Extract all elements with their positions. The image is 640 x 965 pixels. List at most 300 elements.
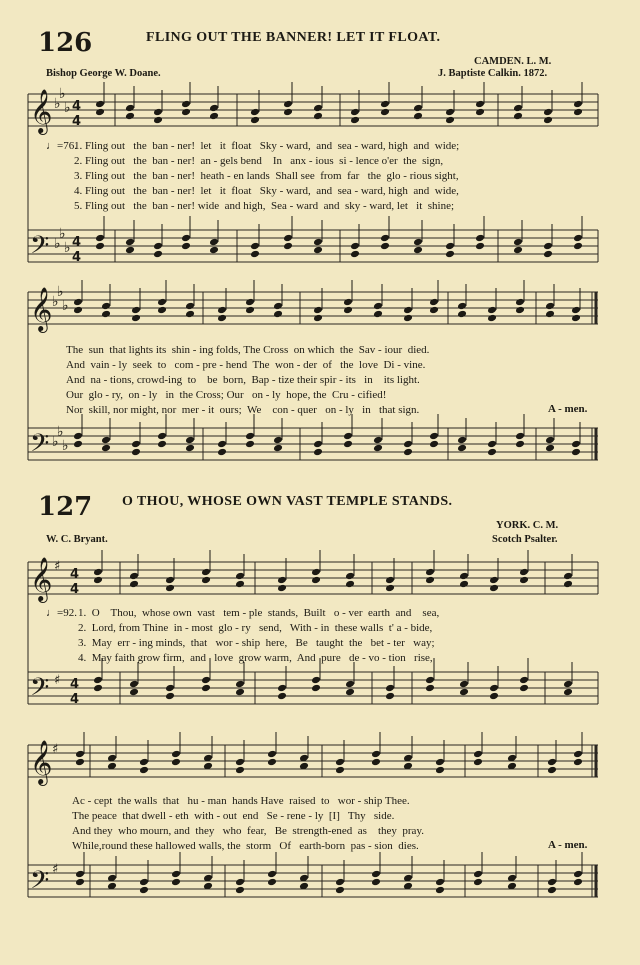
note-head	[245, 298, 255, 307]
note-head	[125, 246, 135, 255]
note-head	[435, 886, 445, 895]
svg-text:♯: ♯	[54, 673, 61, 688]
note-head	[129, 688, 139, 697]
note-head	[563, 580, 573, 589]
hymn-126-number: 126	[38, 28, 93, 58]
note-head	[345, 680, 355, 689]
note-head	[413, 238, 423, 247]
note-head	[101, 436, 111, 445]
note-head	[75, 870, 85, 879]
hymn-127-title: O THOU, WHOSE OWN VAST TEMPLE STANDS.	[122, 494, 453, 509]
note-head	[313, 440, 323, 449]
note-head	[139, 766, 149, 775]
svg-text:𝄢: 𝄢	[30, 866, 50, 901]
note-head	[547, 878, 557, 887]
note-head	[101, 302, 111, 311]
svg-text:4: 4	[70, 582, 80, 597]
note-head	[335, 878, 345, 887]
note-head	[543, 250, 553, 259]
note-head	[571, 306, 581, 315]
hymn-126-author: Bishop George W. Doane.	[46, 68, 161, 79]
note-head	[95, 108, 105, 117]
note-head	[165, 692, 175, 701]
svg-text:♭: ♭	[62, 298, 69, 314]
note-head	[487, 448, 497, 457]
note-head	[73, 298, 83, 307]
note-head	[93, 576, 103, 585]
note-head	[350, 116, 360, 125]
note-head	[267, 758, 277, 767]
note-head	[487, 314, 497, 323]
hymn-126-tune: CAMDEN. L. M.	[474, 56, 552, 67]
note-head	[573, 108, 583, 117]
note-head	[373, 436, 383, 445]
note-head	[157, 440, 167, 449]
svg-text:♭: ♭	[64, 240, 71, 256]
verse-line: 3. Fling out the ban - ner! heath - en lands Shall see from far the glo - rious sight,	[74, 170, 459, 182]
note-head	[547, 758, 557, 767]
verse-line: The sun that lights its shin - ing folds, The Cross on which the Sav - iour died.	[66, 344, 430, 356]
svg-text:4: 4	[72, 235, 82, 250]
verse-line: Nor skill, nor might, nor mer - it ours; We con - quer on - ly in that sign.	[66, 404, 420, 416]
note-head	[273, 310, 283, 319]
note-head	[435, 766, 445, 775]
note-head	[235, 680, 245, 689]
note-head	[235, 886, 245, 895]
note-head	[385, 584, 395, 593]
note-head	[413, 246, 423, 255]
svg-text:𝄢: 𝄢	[30, 673, 50, 708]
note-head	[95, 234, 105, 243]
verse-line: While,round these hallowed walls, the storm Of earth-born pas - sion dies.	[72, 840, 419, 852]
note-head	[131, 440, 141, 449]
note-head	[429, 306, 439, 315]
note-head	[93, 676, 103, 685]
svg-text:♭: ♭	[54, 236, 61, 252]
hymn-127-verses-part1	[78, 606, 439, 666]
note-head	[515, 306, 525, 315]
note-head	[267, 878, 277, 887]
note-head	[101, 444, 111, 453]
note-head	[157, 306, 167, 315]
svg-text:♭: ♭	[57, 424, 64, 440]
note-head	[217, 306, 227, 315]
note-head	[350, 108, 360, 117]
note-head	[209, 104, 219, 113]
svg-text:4: 4	[72, 99, 82, 114]
note-head	[513, 112, 523, 121]
svg-text:4: 4	[70, 692, 80, 707]
note-head	[403, 440, 413, 449]
note-head	[545, 310, 555, 319]
note-head	[209, 246, 219, 255]
note-head	[235, 758, 245, 767]
note-head	[131, 306, 141, 315]
note-head	[217, 314, 227, 323]
note-head	[473, 878, 483, 887]
note-head	[425, 568, 435, 577]
note-head	[313, 314, 323, 323]
note-head	[201, 676, 211, 685]
note-head	[217, 448, 227, 457]
note-head	[129, 572, 139, 581]
svg-text:𝄞: 𝄞	[30, 287, 53, 331]
svg-text:♭: ♭	[57, 284, 64, 300]
note-head	[181, 108, 191, 117]
note-head	[165, 684, 175, 693]
note-head	[125, 104, 135, 113]
note-head	[475, 100, 485, 109]
note-head	[563, 688, 573, 697]
note-head	[543, 108, 553, 117]
note-head	[313, 246, 323, 255]
note-head	[350, 242, 360, 251]
verse-line: 4. Fling out the ban - ner! let it float Sky - ward, and sea - ward, high and wide,	[74, 185, 459, 197]
note-head	[185, 310, 195, 319]
verse-line: Our glo - ry, on - ly in the Cross; Our on - ly hope, the Cru - cified!	[66, 389, 387, 401]
verse-line: 2. Lord, from Thine in - most glo - ry send, With - in these walls t' a - bide,	[78, 622, 433, 634]
note-head	[459, 580, 469, 589]
note-head	[250, 108, 260, 117]
note-head	[385, 684, 395, 693]
note-head	[235, 580, 245, 589]
note-head	[571, 440, 581, 449]
note-head	[277, 576, 287, 585]
note-head	[343, 306, 353, 315]
note-head	[573, 870, 583, 879]
hymn-127-composer: Scotch Psalter.	[492, 534, 558, 545]
note-head	[413, 112, 423, 121]
note-head	[515, 298, 525, 307]
note-head	[139, 878, 149, 887]
note-head	[165, 576, 175, 585]
note-head	[153, 250, 163, 259]
note-head	[171, 750, 181, 759]
note-head	[277, 584, 287, 593]
note-head	[545, 436, 555, 445]
note-head	[345, 580, 355, 589]
svg-text:♯: ♯	[52, 862, 59, 877]
note-head	[385, 576, 395, 585]
note-head	[131, 314, 141, 323]
note-head	[519, 568, 529, 577]
verse-line: 4. May faith grow firm, and love grow warm, And pure de - vo - tion rise,	[78, 652, 433, 664]
note-head	[153, 108, 163, 117]
note-head	[371, 870, 381, 879]
note-head	[245, 306, 255, 315]
note-head	[313, 112, 323, 121]
note-head	[457, 302, 467, 311]
note-head	[403, 306, 413, 315]
note-head	[489, 576, 499, 585]
hymn-127-verses-part2	[72, 794, 424, 854]
svg-text:♭: ♭	[64, 100, 71, 116]
note-head	[473, 750, 483, 759]
note-head	[165, 584, 175, 593]
note-head	[545, 444, 555, 453]
note-head	[343, 440, 353, 449]
note-head	[267, 870, 277, 879]
note-head	[209, 112, 219, 121]
svg-text:𝄢: 𝄢	[30, 231, 50, 266]
note-head	[459, 680, 469, 689]
verse-line: 2. Fling out the ban - ner! an - gels bend In anx - ious si - lence o'er the sign,	[74, 155, 444, 167]
note-head	[573, 758, 583, 767]
note-head	[311, 684, 321, 693]
note-head	[335, 886, 345, 895]
note-head	[445, 108, 455, 117]
note-head	[545, 302, 555, 311]
note-head	[273, 302, 283, 311]
hymn-127-tune: YORK. C. M.	[496, 520, 559, 531]
note-head	[250, 116, 260, 125]
note-head	[313, 104, 323, 113]
verse-line: 5. Fling out the ban - ner! wide and high, Sea - ward and sky - ward, let it shine;	[74, 200, 455, 212]
note-head	[487, 440, 497, 449]
svg-text:♭: ♭	[59, 226, 66, 242]
note-head	[235, 688, 245, 697]
note-head	[250, 242, 260, 251]
note-head	[181, 242, 191, 251]
note-head	[513, 104, 523, 113]
note-head	[380, 234, 390, 243]
note-head	[125, 112, 135, 121]
note-head	[487, 306, 497, 315]
hymn-126-verses-part2	[66, 343, 429, 418]
note-head	[475, 234, 485, 243]
hymn-126-composer: J. Baptiste Calkin. 1872.	[438, 68, 548, 79]
note-head	[277, 684, 287, 693]
note-head	[343, 298, 353, 307]
note-head	[185, 436, 195, 445]
hymn-126-title: FLING OUT THE BANNER! LET IT FLOAT.	[146, 30, 441, 45]
svg-text:𝄞: 𝄞	[30, 740, 53, 784]
note-head	[573, 100, 583, 109]
note-head	[403, 448, 413, 457]
note-head	[429, 298, 439, 307]
note-head	[139, 886, 149, 895]
note-head	[73, 440, 83, 449]
hymn-127-amen: A - men.	[548, 839, 588, 851]
note-head	[571, 448, 581, 457]
note-head	[101, 310, 111, 319]
hymn-126-tempo: ♩=76.	[46, 140, 77, 152]
note-head	[435, 878, 445, 887]
note-head	[273, 444, 283, 453]
verse-line: The peace that dwell - eth with - out end Se - rene - ly [I] Thy side.	[72, 810, 395, 822]
note-head	[475, 242, 485, 251]
note-head	[171, 758, 181, 767]
note-head	[345, 572, 355, 581]
note-head	[380, 100, 390, 109]
note-head	[313, 306, 323, 315]
note-head	[515, 440, 525, 449]
note-head	[519, 684, 529, 693]
note-head	[335, 758, 345, 767]
note-head	[489, 684, 499, 693]
note-head	[429, 432, 439, 441]
note-head	[429, 440, 439, 449]
svg-text:♯: ♯	[54, 559, 61, 574]
note-head	[129, 580, 139, 589]
note-head	[209, 238, 219, 247]
note-head	[425, 676, 435, 685]
note-head	[235, 766, 245, 775]
note-head	[371, 758, 381, 767]
note-head	[543, 116, 553, 125]
note-head	[519, 676, 529, 685]
svg-text:4: 4	[72, 250, 82, 265]
note-head	[373, 444, 383, 453]
note-head	[157, 432, 167, 441]
note-head	[489, 692, 499, 701]
note-head	[373, 310, 383, 319]
note-head	[380, 108, 390, 117]
note-head	[515, 432, 525, 441]
note-head	[425, 576, 435, 585]
note-head	[235, 878, 245, 887]
note-head	[373, 302, 383, 311]
verse-line: And na - tions, crowd-ing to be born, Bap - tize their spir - its in its light.	[66, 374, 420, 386]
note-head	[129, 680, 139, 689]
note-head	[75, 750, 85, 759]
note-head	[345, 688, 355, 697]
note-head	[185, 444, 195, 453]
note-head	[73, 306, 83, 315]
note-head	[235, 572, 245, 581]
note-head	[403, 314, 413, 323]
note-head	[385, 692, 395, 701]
svg-text:𝄞: 𝄞	[30, 557, 53, 601]
note-head	[513, 246, 523, 255]
verse-line: 1. Fling out the ban - ner! let it float Sky - ward, and sea - ward, high and wide;	[74, 140, 460, 152]
hymn-126-verses-part1	[74, 139, 459, 214]
note-head	[311, 576, 321, 585]
note-head	[171, 878, 181, 887]
note-head	[181, 100, 191, 109]
note-head	[313, 238, 323, 247]
note-head	[75, 758, 85, 767]
note-head	[311, 568, 321, 577]
svg-text:4: 4	[70, 567, 80, 582]
svg-text:♭: ♭	[52, 294, 59, 310]
note-head	[73, 432, 83, 441]
note-head	[283, 100, 293, 109]
note-head	[283, 108, 293, 117]
note-head	[277, 692, 287, 701]
svg-text:♭: ♭	[59, 86, 66, 102]
note-head	[425, 684, 435, 693]
note-head	[139, 758, 149, 767]
note-head	[459, 572, 469, 581]
note-head	[93, 684, 103, 693]
note-head	[547, 766, 557, 775]
note-head	[245, 432, 255, 441]
note-head	[445, 250, 455, 259]
note-head	[435, 758, 445, 767]
note-head	[131, 448, 141, 457]
note-head	[457, 436, 467, 445]
note-head	[185, 302, 195, 311]
note-head	[519, 576, 529, 585]
note-head	[380, 242, 390, 251]
note-head	[371, 878, 381, 887]
note-head	[413, 104, 423, 113]
note-head	[283, 242, 293, 251]
hymn-127-tempo: ♩=92.	[46, 607, 77, 619]
svg-text:♭: ♭	[62, 438, 69, 454]
note-head	[313, 448, 323, 457]
note-head	[571, 314, 581, 323]
note-head	[445, 116, 455, 125]
svg-text:♭: ♭	[52, 434, 59, 450]
note-head	[250, 250, 260, 259]
note-head	[459, 688, 469, 697]
note-head	[217, 440, 227, 449]
note-head	[157, 298, 167, 307]
note-head	[311, 676, 321, 685]
note-head	[201, 576, 211, 585]
note-head	[201, 568, 211, 577]
hymn-127-author: W. C. Bryant.	[46, 534, 108, 545]
verse-line: 1. O Thou, whose own vast tem - ple stands, Built o - ver earth and sea,	[78, 607, 440, 619]
svg-text:𝄢: 𝄢	[30, 429, 50, 464]
note-head	[573, 242, 583, 251]
verse-line: Ac - cept the walls that hu - man hands Have raised to wor - ship Thee.	[72, 795, 410, 807]
note-head	[543, 242, 553, 251]
note-head	[153, 242, 163, 251]
note-head	[445, 242, 455, 251]
verse-line: And they who mourn, and they who fear, Be strength-ened as they pray.	[72, 825, 424, 837]
note-head	[563, 572, 573, 581]
note-head	[573, 234, 583, 243]
note-head	[93, 568, 103, 577]
note-head	[489, 584, 499, 593]
hymn-127-number: 127	[38, 492, 93, 522]
note-head	[273, 436, 283, 445]
note-head	[245, 440, 255, 449]
note-head	[153, 116, 163, 125]
note-head	[201, 684, 211, 693]
note-head	[371, 750, 381, 759]
note-head	[473, 870, 483, 879]
hymn-126-amen: A - men.	[548, 403, 588, 415]
verse-line: 3. May err - ing minds, that wor - ship here, Be taught the bet - ter way;	[78, 637, 435, 649]
note-head	[457, 310, 467, 319]
verse-line: And vain - ly seek to com - pre - hend The won - der of the love Di - vine.	[66, 359, 426, 371]
note-head	[95, 100, 105, 109]
note-head	[283, 234, 293, 243]
svg-text:♯: ♯	[52, 742, 59, 757]
note-head	[171, 870, 181, 879]
note-head	[95, 242, 105, 251]
note-head	[335, 766, 345, 775]
note-head	[513, 238, 523, 247]
svg-text:4: 4	[70, 677, 80, 692]
note-head	[267, 750, 277, 759]
note-head	[563, 680, 573, 689]
note-head	[547, 886, 557, 895]
note-head	[457, 444, 467, 453]
svg-text:♭: ♭	[54, 96, 61, 112]
note-head	[573, 750, 583, 759]
note-head	[75, 878, 85, 887]
note-head	[343, 432, 353, 441]
note-head	[125, 238, 135, 247]
note-head	[181, 234, 191, 243]
note-head	[475, 108, 485, 117]
svg-text:4: 4	[72, 114, 82, 129]
